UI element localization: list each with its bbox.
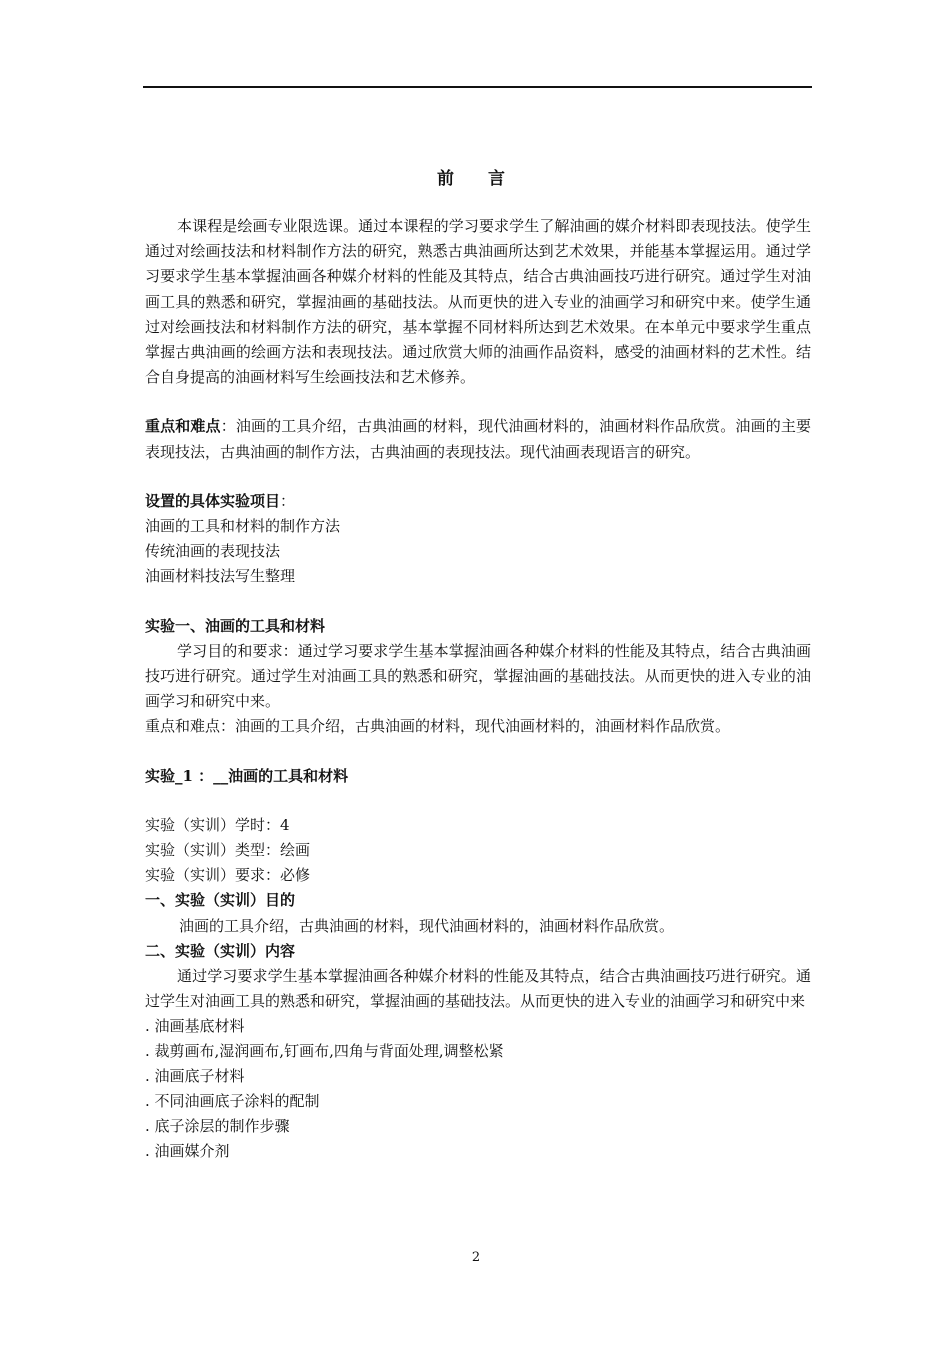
experiment-one-key: 重点和难点：油画的工具介绍，古典油画的材料，现代油画材料的，油画材料作品欣赏。 [145, 717, 731, 736]
experiment-1-heading: 实验_1 ：__油画的工具和材料 [145, 766, 349, 785]
project-item: 传统油画的表现技法 [145, 542, 281, 561]
key-points-label: 重点和难点 [145, 417, 221, 436]
projects-heading [145, 489, 811, 514]
content-text: 通过学习要求学生基本掌握油画各种媒介材料的性能及其特点，结合古典油画技巧进行研究。通过学生对油画工具的熟悉和研究，掌握油画的基础技法。从而更快的进入专业的油画学习和研究中来 [145, 967, 811, 1011]
intro-paragraph: 本课程是绘画专业限选课。通过本课程的学习要求学生了解油画的媒介材料即表现技法。使学生通过对绘画技法和材料制作方法的研究，熟悉古典油画所达到艺术效果，并能基本掌握运用。通过学习要求学生基本掌握油画各种媒介材料的性能及其特点，结合古典油画技巧进行研究。通过学生对油画工具的熟悉和研究，掌握油画的基础技法。从而更快的进入专业的油画学习和研究中来。使学生通过对绘画技法和材料制作方法的研究，基本掌握不同材料所达到艺术效果。在本单元中要求学生重点掌握古典油画的绘画方法和表现技法。通过欣赏大师的油画作品资料，感受的油画材料的艺术性。结合自身提高的油画材料写生绘画技法和艺术修养。 [145, 217, 811, 387]
key-points-paragraph [145, 414, 811, 464]
experiment-type: 实验（实训）类型：绘画 [145, 841, 311, 860]
page-number: 2 [471, 1250, 481, 1265]
project-item: 油画材料技法写生整理 [145, 567, 296, 586]
experiment-one-goal: 学习目的和要求：通过学习要求学生基本掌握油画各种媒介材料的性能及其特点，结合古典油画技巧进行研究。通过学生对油画工具的熟悉和研究，掌握油画的基础技法。从而更快的进入专业的油画学习和研究中来。 [145, 641, 811, 711]
projects-label: 设置的具体实验项目 [145, 491, 281, 510]
purpose-text: 油画的工具介绍，古典油画的材料，现代油画材料的，油画材料作品欣赏。 [179, 916, 675, 935]
experiment-requirement: 实验（实训）要求：必修 [145, 866, 311, 885]
projects-colon: ： [280, 491, 296, 510]
content-list-item: . 不同油画底子涂料的配制 [145, 1092, 320, 1111]
header-rule [143, 86, 812, 88]
content-list-item: . 裁剪画布,湿润画布,钉画布,四角与背面处理,调整松紧 [145, 1042, 504, 1061]
project-item: 油画的工具和材料的制作方法 [145, 517, 341, 536]
content-heading: 二、实验（实训）内容 [145, 941, 296, 960]
content-list-item: . 油画底子材料 [145, 1067, 245, 1086]
experiment-hours: 实验（实训）学时：4 [145, 815, 290, 834]
purpose-heading: 一、实验（实训）目的 [145, 891, 296, 910]
document-body [145, 160, 811, 1164]
content-list-item: . 底子涂层的制作步骤 [145, 1117, 290, 1136]
content-list-item: . 油画基底材料 [145, 1017, 245, 1036]
page-title: 前 言 [437, 169, 519, 189]
content-list-item: . 油画媒介剂 [145, 1142, 230, 1161]
experiment-one-heading: 实验一、油画的工具和材料 [145, 616, 326, 635]
key-points-text: ：油画的工具介绍，古典油画的材料，现代油画材料的，油画材料作品欣赏。油画的主要表现技法，古典油画的制作方法，古典油画的表现技法。现代油画表现语言的研究。 [145, 417, 811, 461]
